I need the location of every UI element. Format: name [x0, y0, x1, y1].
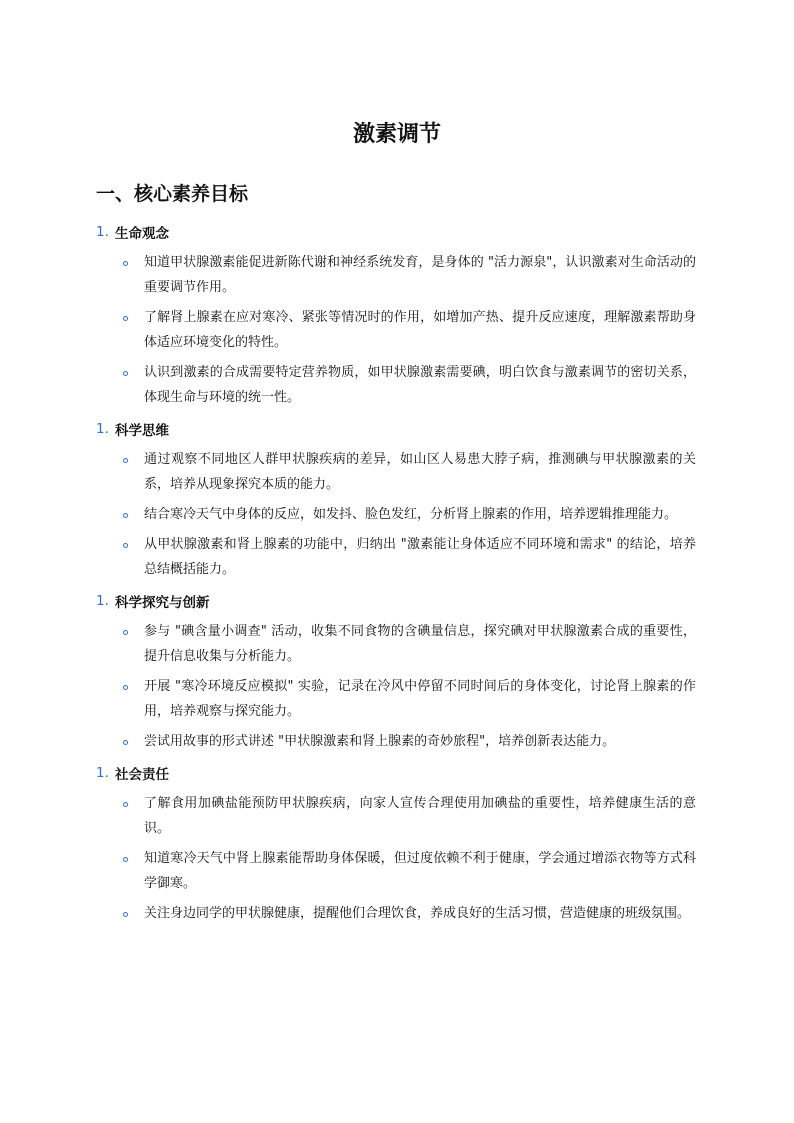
list-item-text: 知道寒冷天气中肾上腺素能帮助身体保暖，但过度依赖不利于健康，学会通过增添衣物等方式科学御寒。	[144, 851, 696, 891]
bullet-circle-icon	[123, 802, 128, 807]
group-number: 1.	[96, 224, 109, 240]
objective-group	[96, 588, 696, 754]
page-title: 激素调节	[352, 122, 441, 147]
list-item-text: 参与 "碘含量小调查" 活动，收集不同食物的含碘量信息，探究碘对甲状腺激素合成的重要性，提升信息收集与分析能力。	[144, 624, 696, 664]
list-item	[96, 502, 696, 527]
list-item	[96, 729, 696, 754]
list-item-text: 关注身边同学的甲状腺健康，提醒他们合理饮食，养成良好的生活习惯，营造健康的班级氛围。	[144, 906, 691, 921]
objective-group	[96, 219, 696, 410]
bullet-circle-icon	[123, 371, 128, 376]
list-item-text: 尝试用故事的形式讲述 "甲状腺激素和肾上腺素的奇妙旅程"，培养创新表达能力。	[144, 734, 616, 749]
list-item-text: 开展 "寒冷环境反应模拟" 实验，记录在冷风中停留不同时间后的身体变化，讨论肾上腺素的作用，培养观察与探究能力。	[144, 679, 696, 719]
objective-group	[96, 760, 696, 926]
objective-groups	[96, 219, 696, 932]
group-number: 1.	[96, 593, 109, 609]
list-item	[96, 846, 696, 896]
section-heading: 一、核心素养目标	[96, 183, 249, 205]
bullet-circle-icon	[123, 316, 128, 321]
list-item-text: 通过观察不同地区人群甲状腺疾病的差异，如山区人易患大脖子病，推测碘与甲状腺激素的关系，培养从现象探究本质的能力。	[144, 452, 696, 492]
group-label: 科学思维	[115, 423, 169, 439]
bullet-list	[96, 619, 696, 754]
bullet-circle-icon	[123, 513, 128, 518]
list-item	[96, 447, 696, 497]
bullet-circle-icon	[123, 458, 128, 463]
list-item-text: 从甲状腺激素和肾上腺素的功能中，归纳出 "激素能让身体适应不同环境和需求" 的结论，培养总结概括能力。	[144, 537, 696, 577]
group-heading	[96, 416, 696, 442]
bullet-list	[96, 791, 696, 926]
bullet-list	[96, 250, 696, 410]
bullet-list	[96, 447, 696, 582]
group-label: 生命观念	[115, 226, 169, 242]
group-heading	[96, 219, 696, 245]
list-item	[96, 532, 696, 582]
list-item	[96, 674, 696, 724]
group-number: 1.	[96, 765, 109, 781]
group-number: 1.	[96, 421, 109, 437]
bullet-circle-icon	[123, 857, 128, 862]
group-label: 科学探究与创新	[115, 595, 210, 611]
list-item	[96, 791, 696, 841]
bullet-circle-icon	[123, 543, 128, 548]
group-label: 社会责任	[115, 767, 169, 783]
list-item-text: 结合寒冷天气中身体的反应，如发抖、脸色发红，分析肾上腺素的作用，培养逻辑推理能力。	[144, 507, 678, 522]
group-heading	[96, 760, 696, 786]
list-item	[96, 360, 696, 410]
list-item	[96, 619, 696, 669]
bullet-circle-icon	[123, 740, 128, 745]
list-item-text: 了解食用加碘盐能预防甲状腺疾病，向家人宣传合理使用加碘盐的重要性，培养健康生活的意识。	[144, 796, 696, 836]
objective-group	[96, 416, 696, 582]
bullet-circle-icon	[123, 912, 128, 917]
bullet-circle-icon	[123, 630, 128, 635]
bullet-circle-icon	[123, 261, 128, 266]
list-item	[96, 901, 696, 926]
list-item	[96, 250, 696, 300]
list-item-text: 了解肾上腺素在应对寒冷、紧张等情况时的作用，如增加产热、提升反应速度，理解激素帮助身体适应环境变化的特性。	[144, 310, 696, 350]
list-item-text: 知道甲状腺激素能促进新陈代谢和神经系统发育，是身体的 "活力源泉"，认识激素对生命活动的重要调节作用。	[144, 255, 696, 295]
list-item-text: 认识到激素的合成需要特定营养物质，如甲状腺激素需要碘，明白饮食与激素调节的密切关系，体现生命与环境的统一性。	[144, 365, 696, 405]
list-item	[96, 305, 696, 355]
group-heading	[96, 588, 696, 614]
bullet-circle-icon	[123, 685, 128, 690]
